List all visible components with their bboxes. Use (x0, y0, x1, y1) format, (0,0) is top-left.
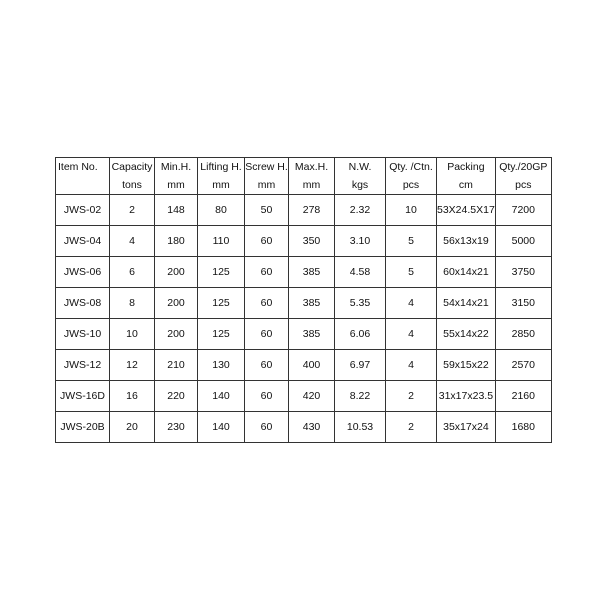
cell-screw-height: 60 (245, 226, 289, 257)
header-qty-per-carton: Qty. /Ctn. (386, 158, 437, 177)
cell-screw-height: 60 (245, 381, 289, 412)
header-qty-per-20gp: Qty./20GP (495, 158, 551, 177)
cell-qty-per-carton: 4 (386, 288, 437, 319)
cell-min-height: 180 (155, 226, 198, 257)
cell-capacity: 6 (110, 257, 155, 288)
cell-net-weight: 10.53 (335, 412, 386, 443)
cell-max-height: 400 (289, 350, 335, 381)
cell-min-height: 200 (155, 257, 198, 288)
cell-lifting-height: 140 (198, 412, 245, 443)
cell-net-weight: 3.10 (335, 226, 386, 257)
cell-screw-height: 60 (245, 350, 289, 381)
cell-capacity: 16 (110, 381, 155, 412)
header-packing: Packing (437, 158, 496, 177)
cell-min-height: 200 (155, 288, 198, 319)
cell-lifting-height: 125 (198, 288, 245, 319)
unit-item-no (56, 176, 110, 195)
unit-screw-height: mm (245, 176, 289, 195)
cell-capacity: 4 (110, 226, 155, 257)
table-row (56, 257, 552, 288)
cell-net-weight: 2.32 (335, 195, 386, 226)
cell-min-height: 148 (155, 195, 198, 226)
cell-net-weight: 6.97 (335, 350, 386, 381)
cell-qty-per-20gp: 2570 (495, 350, 551, 381)
cell-qty-per-carton: 5 (386, 257, 437, 288)
cell-item-no: JWS-12 (56, 350, 110, 381)
cell-lifting-height: 80 (198, 195, 245, 226)
cell-qty-per-20gp: 5000 (495, 226, 551, 257)
cell-packing: 56x13x19 (437, 226, 496, 257)
units-row (56, 176, 552, 195)
cell-lifting-height: 125 (198, 257, 245, 288)
cell-item-no: JWS-10 (56, 319, 110, 350)
cell-item-no: JWS-20B (56, 412, 110, 443)
header-max-height: Max.H. (289, 158, 335, 177)
cell-qty-per-carton: 4 (386, 350, 437, 381)
header-lifting-height: Lifting H. (198, 158, 245, 177)
table-row (56, 412, 552, 443)
table-row (56, 350, 552, 381)
unit-max-height: mm (289, 176, 335, 195)
cell-packing: 60x14x21 (437, 257, 496, 288)
spec-table (55, 157, 552, 443)
cell-max-height: 350 (289, 226, 335, 257)
cell-net-weight: 6.06 (335, 319, 386, 350)
unit-qty-per-carton: pcs (386, 176, 437, 195)
cell-screw-height: 50 (245, 195, 289, 226)
unit-qty-per-20gp: pcs (495, 176, 551, 195)
cell-qty-per-carton: 10 (386, 195, 437, 226)
unit-lifting-height: mm (198, 176, 245, 195)
cell-qty-per-20gp: 2850 (495, 319, 551, 350)
cell-max-height: 278 (289, 195, 335, 226)
table-row (56, 381, 552, 412)
cell-max-height: 420 (289, 381, 335, 412)
cell-max-height: 430 (289, 412, 335, 443)
cell-capacity: 2 (110, 195, 155, 226)
cell-item-no: JWS-02 (56, 195, 110, 226)
cell-min-height: 230 (155, 412, 198, 443)
cell-capacity: 12 (110, 350, 155, 381)
cell-qty-per-carton: 2 (386, 381, 437, 412)
cell-qty-per-carton: 4 (386, 319, 437, 350)
cell-item-no: JWS-04 (56, 226, 110, 257)
cell-qty-per-20gp: 3750 (495, 257, 551, 288)
cell-screw-height: 60 (245, 288, 289, 319)
cell-min-height: 200 (155, 319, 198, 350)
cell-item-no: JWS-06 (56, 257, 110, 288)
table-body (56, 158, 552, 443)
cell-screw-height: 60 (245, 412, 289, 443)
cell-lifting-height: 125 (198, 319, 245, 350)
cell-item-no: JWS-08 (56, 288, 110, 319)
cell-packing: 55x14x22 (437, 319, 496, 350)
cell-min-height: 210 (155, 350, 198, 381)
cell-packing: 59x15x22 (437, 350, 496, 381)
header-row (56, 158, 552, 177)
cell-capacity: 10 (110, 319, 155, 350)
cell-qty-per-20gp: 3150 (495, 288, 551, 319)
cell-max-height: 385 (289, 257, 335, 288)
unit-packing: cm (437, 176, 496, 195)
header-item-no: Item No. (56, 158, 110, 177)
cell-net-weight: 5.35 (335, 288, 386, 319)
table-row (56, 226, 552, 257)
unit-min-height: mm (155, 176, 198, 195)
cell-qty-per-20gp: 1680 (495, 412, 551, 443)
header-min-height: Min.H. (155, 158, 198, 177)
table-row (56, 319, 552, 350)
cell-max-height: 385 (289, 319, 335, 350)
cell-capacity: 20 (110, 412, 155, 443)
cell-net-weight: 8.22 (335, 381, 386, 412)
cell-packing: 35x17x24 (437, 412, 496, 443)
unit-capacity: tons (110, 176, 155, 195)
cell-screw-height: 60 (245, 257, 289, 288)
header-net-weight: N.W. (335, 158, 386, 177)
unit-net-weight: kgs (335, 176, 386, 195)
cell-packing: 53X24.5X17 (437, 195, 496, 226)
table-row (56, 288, 552, 319)
cell-screw-height: 60 (245, 319, 289, 350)
cell-packing: 54x14x21 (437, 288, 496, 319)
header-screw-height: Screw H. (245, 158, 289, 177)
cell-lifting-height: 130 (198, 350, 245, 381)
cell-max-height: 385 (289, 288, 335, 319)
cell-lifting-height: 110 (198, 226, 245, 257)
cell-lifting-height: 140 (198, 381, 245, 412)
cell-qty-per-carton: 5 (386, 226, 437, 257)
cell-qty-per-20gp: 7200 (495, 195, 551, 226)
cell-min-height: 220 (155, 381, 198, 412)
cell-qty-per-carton: 2 (386, 412, 437, 443)
cell-net-weight: 4.58 (335, 257, 386, 288)
cell-item-no: JWS-16D (56, 381, 110, 412)
header-capacity: Capacity (110, 158, 155, 177)
cell-capacity: 8 (110, 288, 155, 319)
cell-qty-per-20gp: 2160 (495, 381, 551, 412)
table-row (56, 195, 552, 226)
cell-packing: 31x17x23.5 (437, 381, 496, 412)
